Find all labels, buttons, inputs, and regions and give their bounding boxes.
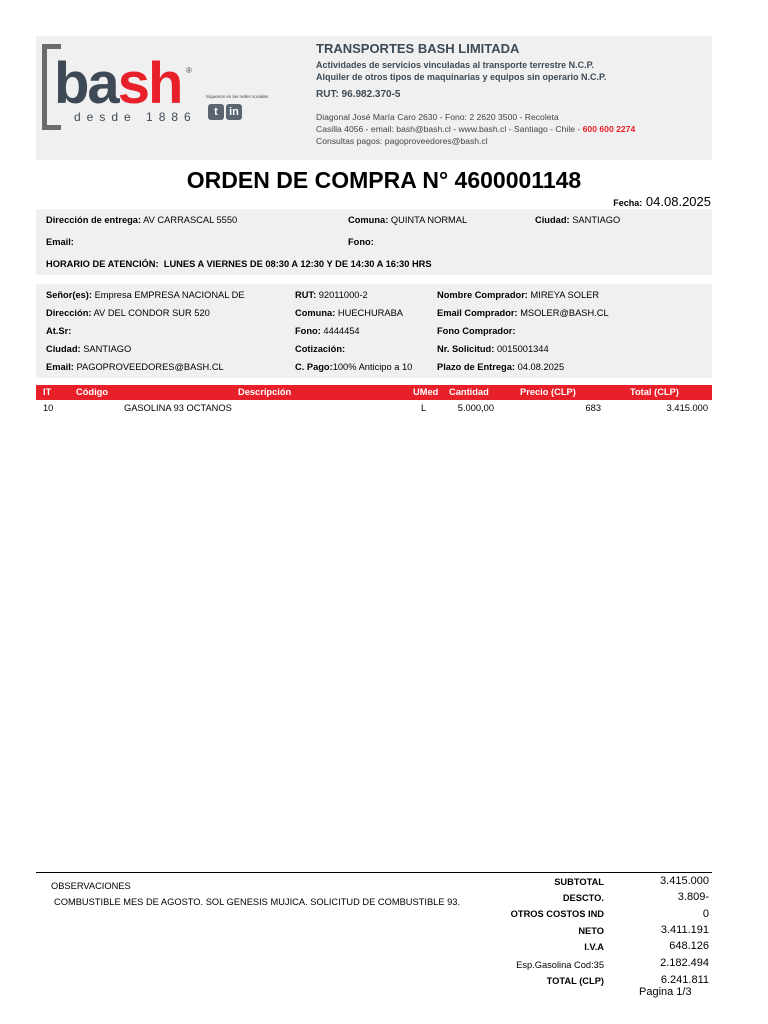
company-rut: RUT: 96.982.370-5: [316, 89, 401, 100]
delivery-address: Dirección de entrega: AV CARRASCAL 5550: [46, 215, 238, 225]
otros-costos-value: 0: [702, 908, 709, 920]
company-address-2: [316, 124, 635, 134]
page-title: ORDEN DE COMPRA N° 4600001148: [186, 167, 582, 193]
delivery-comuna: Comuna: QUINTA NORMAL: [348, 215, 468, 225]
page-number: Pagina 1/3: [639, 986, 692, 998]
delivery-section: [36, 209, 712, 275]
table-row: [36, 401, 712, 416]
total-value: 6.241.811: [660, 974, 709, 986]
neto-label: NETO: [578, 926, 604, 936]
order-date-label: Fecha:: [613, 198, 643, 208]
company-address-3: Consultas pagos: pagoproveedores@bash.cl: [316, 136, 488, 146]
vendor-atsr: At.Sr:: [46, 326, 72, 336]
descuento-label: DESCTO.: [562, 893, 604, 903]
vendor-email: Email: PAGOPROVEEDORES@BASH.CL: [46, 362, 224, 372]
col-codigo: Código: [76, 387, 109, 397]
delivery-email: Email:: [46, 237, 74, 247]
delivery-ciudad: Ciudad: SANTIAGO: [535, 215, 621, 225]
vendor-fono: Fono: 4444454: [295, 326, 360, 336]
col-precio: Precio (CLP): [520, 387, 576, 397]
order-date-value: 04.08.2025: [645, 194, 711, 209]
footer-divider: [36, 872, 712, 873]
col-descripcion: Descripción: [238, 387, 292, 397]
col-cantidad: Cantidad: [449, 387, 489, 397]
items-table-header: [36, 385, 712, 400]
company-header: [36, 36, 712, 160]
company-activity-2: Alquiler de otros tipos de maquinarias y equipos sin operario N.C.P.: [316, 72, 607, 82]
row-total: 3.415.000: [666, 403, 708, 413]
linkedin-icon[interactable]: in: [226, 104, 242, 120]
row-cantidad: 5.000,00: [457, 403, 494, 413]
company-address-2-text: Casilla 4056 - email: bash@bash.cl - www.bash.cl - Santiago - Chile -: [316, 124, 583, 134]
row-descripcion: GASOLINA 93 OCTANOS: [124, 403, 232, 413]
order-date: [613, 194, 711, 209]
row-precio: 683: [585, 403, 601, 413]
social-caption: Síguenos en las redes sociales: [206, 94, 269, 99]
observaciones-text: COMBUSTIBLE MES DE AGOSTO. SOL GENESIS MUJICA. SOLICITUD DE COMBUSTIBLE 93.: [54, 897, 461, 907]
vendor-ciudad: Ciudad: SANTIAGO: [46, 344, 132, 354]
logo-tagline: desde 1886: [74, 110, 197, 124]
request-number: Nr. Solicitud: 0015001344: [437, 344, 549, 354]
descuento-value: 3.809-: [677, 891, 709, 903]
subtotal-value: 3.415.000: [660, 875, 709, 887]
subtotal-label: SUBTOTAL: [554, 877, 604, 887]
iva-value: 648.126: [669, 940, 709, 952]
vendor-comuna: Comuna: HUECHURABA: [295, 308, 403, 318]
observaciones-label: OBSERVACIONES: [51, 881, 131, 891]
otros-costos-label: OTROS COSTOS IND: [510, 909, 604, 919]
vendor-rut: RUT: 92011000-2: [295, 290, 368, 300]
company-phone: 600 600 2274: [582, 124, 636, 134]
iva-label: I.V.A: [584, 942, 604, 952]
vendor-senor: Señor(es): Empresa EMPRESA NACIONAL DE: [46, 290, 245, 300]
vendor-cotizacion: Cotización:: [295, 344, 346, 354]
vendor-section: [36, 284, 712, 378]
esp-gasolina-label: Esp.Gasolina Cod:35: [516, 960, 604, 970]
row-umed: L: [421, 403, 427, 413]
vendor-direccion: Dirección: AV DEL CONDOR SUR 520: [46, 308, 210, 318]
buyer-name: Nombre Comprador: MIREYA SOLER: [437, 290, 600, 300]
neto-value: 3.411.191: [660, 924, 709, 936]
col-it: IT: [43, 387, 52, 397]
row-it: 10: [43, 403, 54, 413]
company-logo: [54, 51, 182, 116]
col-total: Total (CLP): [630, 387, 679, 397]
total-label: TOTAL (CLP): [546, 976, 604, 986]
company-activity-1: Actividades de servicios vinculadas al transporte terrestre N.C.P.: [316, 60, 594, 70]
buyer-fono: Fono Comprador:: [437, 326, 516, 336]
buyer-email: Email Comprador: MSOLER@BASH.CL: [437, 308, 609, 318]
company-name: TRANSPORTES BASH LIMITADA: [316, 41, 520, 56]
logo-text-b: sh: [117, 51, 182, 116]
col-umed: UMed: [413, 387, 439, 397]
esp-gasolina-value: 2.182.494: [660, 957, 709, 969]
delivery-deadline: Plazo de Entrega: 04.08.2025: [437, 362, 565, 372]
tumblr-icon[interactable]: t: [208, 104, 224, 120]
logo-registered: ®: [186, 66, 192, 75]
logo-text-a: ba: [54, 51, 118, 116]
company-address-1: Diagonal José María Caro 2630 - Fono: 2 2620 3500 - Recoleta: [316, 112, 559, 122]
vendor-condicion-pago: C. Pago:100% Anticipo a 10: [295, 362, 413, 372]
delivery-fono: Fono:: [348, 237, 374, 247]
delivery-horario: HORARIO DE ATENCIÓN: LUNES A VIERNES DE 08:30 A 12:30 Y DE 14:30 A 16:30 HRS: [46, 259, 432, 269]
